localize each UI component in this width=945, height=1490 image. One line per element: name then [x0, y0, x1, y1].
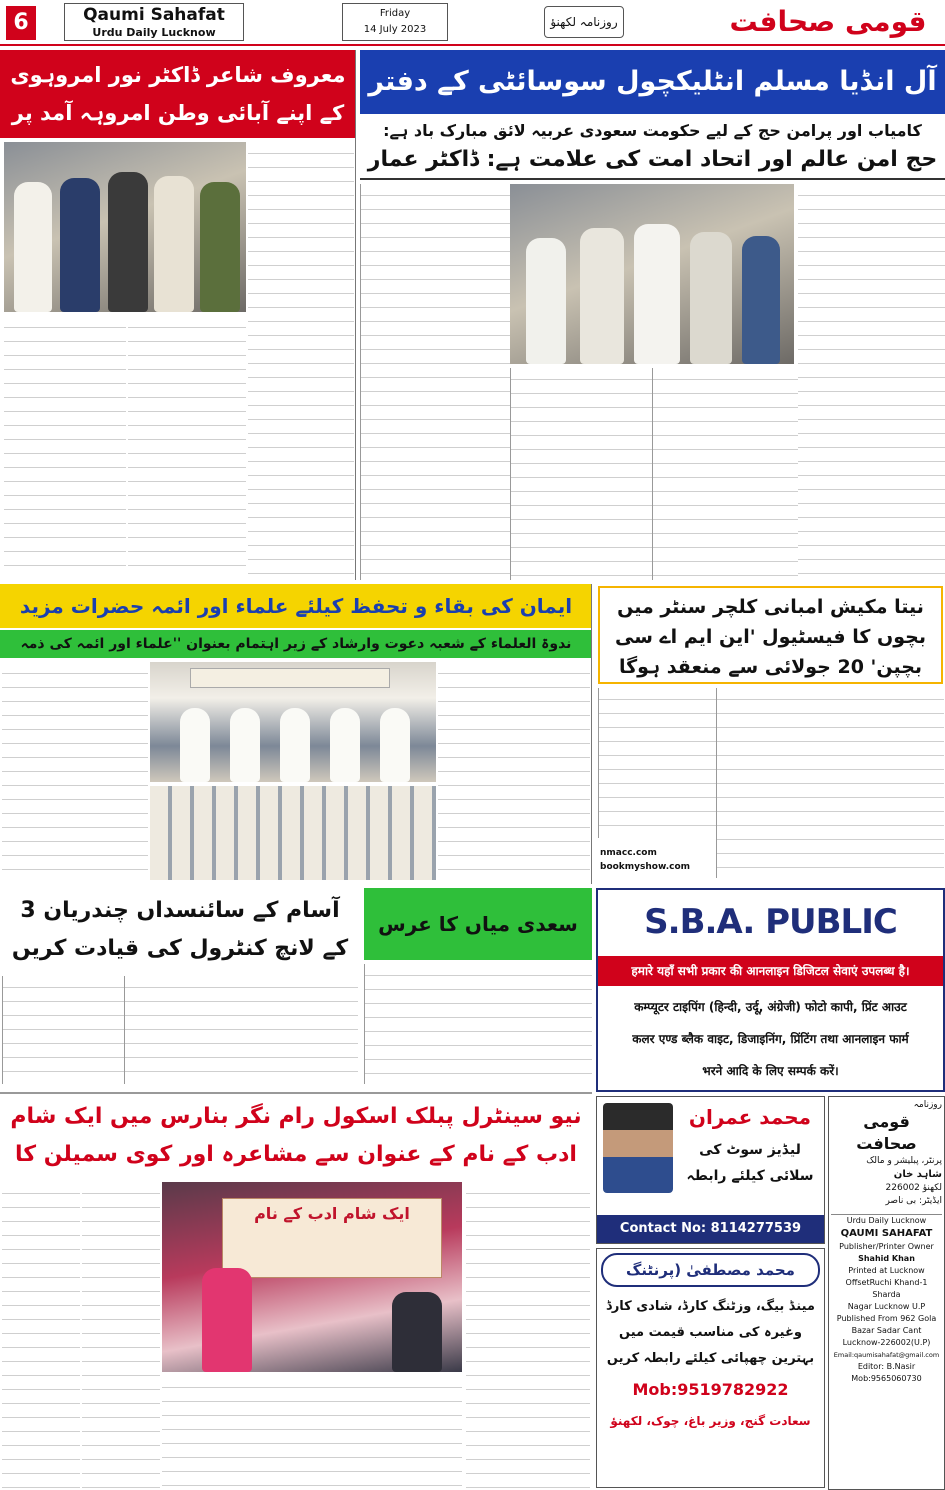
imprint-ur-badge: روزنامہ	[913, 1100, 942, 1110]
festival-body-col-2	[716, 688, 832, 878]
ad-imran-avatar	[603, 1103, 673, 1193]
story-chandrayaan	[0, 888, 360, 1088]
banaras-body-col-1	[466, 1182, 590, 1488]
masthead	[0, 0, 945, 46]
festival-link-nmacc[interactable]: nmacc.com	[600, 848, 657, 858]
ad-mustafa-line1: مینڈ بیگ، وزٹنگ کارڈ، شادی کارڈ	[606, 1299, 815, 1314]
ad-mustafa-line2: وغیرہ کی مناسب قیمت میں	[619, 1325, 802, 1340]
imprint-ur-line: شاہد خان	[893, 1169, 942, 1180]
story-urs	[364, 888, 592, 1088]
person-figure	[280, 708, 310, 782]
story-hajj-subhead-2: حج امن عالم اور اتحاد امت کی علامت ہے: ڈاکٹر عمار	[367, 147, 938, 172]
hajj-body-col-3	[510, 368, 652, 580]
imprint-en-line: Lucknow-226002(U.P)	[842, 1338, 931, 1347]
masthead-day: Friday	[379, 8, 411, 19]
banaras-event-photo	[162, 1182, 462, 1372]
ad-mustafa-line3: بہترین چھپائی کیلئے رابطہ کریں	[606, 1351, 815, 1366]
event-banner-text: ایک شام ادب کے نام	[254, 1204, 410, 1223]
ad-sba-line1: कम्प्यूटर टाइपिंग (हिन्दी, उर्दू, अंग्रेजी) फोटो कापी, प्रिंट आउट	[634, 1000, 907, 1014]
person-figure	[526, 238, 566, 364]
story-banaras	[0, 1092, 592, 1490]
person-figure	[202, 1268, 252, 1372]
story-hajj-subhead-1: کامیاب اور پرامن حج کے لیے حکومت سعودی عربیہ لائق مبارک باد ہے:	[383, 121, 922, 140]
nadwa-stage-photo	[150, 662, 436, 782]
amroha-body-col-2	[128, 316, 246, 576]
festival-body-col-3	[598, 688, 716, 838]
amroha-body-col-1	[248, 142, 354, 576]
imprint-ur-line: پرنٹر، پبلیشر و مالک	[866, 1156, 942, 1166]
nadwa-body-col-2	[2, 662, 148, 880]
person-figure	[330, 708, 360, 782]
imprint-en-badge: Urdu Daily Lucknow	[831, 1214, 942, 1227]
person-figure	[380, 708, 410, 782]
masthead-date-box	[342, 3, 448, 41]
chandrayaan-body-col-2	[124, 976, 244, 1084]
imprint-en-line: Publisher/Printer Owner	[839, 1242, 934, 1251]
person-figure	[230, 708, 260, 782]
story-amroha	[0, 50, 356, 580]
person-figure	[154, 176, 194, 312]
imprint-en-line: Nagar Lucknow U.P	[847, 1302, 926, 1311]
chandrayaan-body-col-3	[2, 976, 124, 1084]
imprint-ur-line: لکھنؤ 226002	[885, 1183, 942, 1193]
imprint-en-title: QAUMI SAHAFAT	[840, 1228, 933, 1239]
story-banaras-headline: نیو سینٹرل پبلک اسکول رام نگر بنارس میں ایک شام ادب کے نام کے عنوان سے مشاعرہ اور کوی سمیلن کا	[10, 1104, 582, 1167]
person-figure	[108, 172, 148, 312]
imprint-en-line: Editor: B.Nasir	[857, 1362, 916, 1371]
imprint-box	[828, 1096, 945, 1490]
person-figure	[14, 182, 52, 312]
story-nadwa-subhead: ندوۃ العلماء کے شعبہ دعوت وارشاد کے زیر اہتمام بعنوان ''علماء اور ائمہ کی ذمہ	[0, 630, 592, 658]
imprint-en-line: Shahid Khan	[858, 1254, 915, 1263]
urs-body-col-2	[364, 964, 480, 1084]
person-figure	[392, 1292, 442, 1372]
person-figure	[200, 182, 240, 312]
imprint-en-line: Printed at Lucknow	[848, 1266, 925, 1275]
story-hajj	[360, 50, 945, 580]
ad-sba-tagline: हमारे यहाँ सभी प्रकार की आनलाइन डिजिटल सेवाएं उपलब्ध है।	[598, 956, 943, 986]
amroha-body-col-3	[4, 316, 126, 576]
nadwa-audience-photo	[150, 786, 436, 880]
masthead-title-en: Qaumi Sahafat	[83, 5, 225, 25]
ad-sba-line3: भरने आदि के लिए सम्पर्क करें।	[702, 1064, 839, 1078]
masthead-date: 14 July 2023	[363, 24, 427, 35]
stage-banner	[190, 668, 390, 688]
story-hajj-headline: آل انڈیا مسلم انٹلیکچول سوسائٹی کے دفتر	[360, 50, 945, 114]
hajj-body-col-1	[798, 184, 945, 580]
ad-mustafa-address: سعادت گنج، وزیر باغ، چوک، لکھنؤ	[610, 1414, 811, 1428]
ad-imran-name: محمد عمران	[688, 1105, 812, 1129]
nadwa-body-col-1	[438, 662, 590, 880]
person-figure	[690, 232, 732, 364]
masthead-subtitle-en: Urdu Daily Lucknow	[92, 26, 216, 39]
festival-link-bookmyshow[interactable]: bookmyshow.com	[600, 862, 691, 872]
festival-body-col-1	[832, 688, 944, 878]
ad-imran	[596, 1096, 825, 1244]
story-festival-headline: نیتا مکیش امبانی کلچر سنٹر میں بچوں کا فیسٹیول 'این ایم اے سی بچپن' 20 جولائی سے منعقد ہوگا	[598, 586, 943, 684]
story-festival	[596, 584, 945, 884]
person-figure	[742, 236, 780, 364]
ad-mustafa-press	[596, 1248, 825, 1488]
masthead-title-box	[64, 3, 244, 41]
ad-imran-line2: سلائی کیلئے رابطہ	[686, 1168, 814, 1184]
imprint-en-line: Bazar Sadar Cant	[851, 1326, 922, 1335]
imprint-en-line: Published From 962 Gola	[836, 1314, 937, 1323]
urs-body-col-1	[480, 964, 592, 1084]
ad-imran-line1: لیڈیز سوٹ کی	[699, 1142, 801, 1158]
amroha-award-photo	[4, 142, 246, 312]
ad-sba-public-centre	[596, 888, 945, 1092]
hajj-meeting-photo	[510, 184, 794, 364]
banaras-body-col-2	[162, 1376, 462, 1488]
story-nadwa-headline: ایمان کی بقاء و تحفظ کیلئے علماء اور ائمہ حضرات مزید	[0, 584, 592, 628]
ad-imran-contact: Contact No: 8114277539	[597, 1215, 824, 1243]
person-figure	[634, 224, 680, 364]
imprint-en-line: Mob:9565060730	[851, 1374, 922, 1383]
imprint-ur-title: قومی صحافت	[856, 1112, 917, 1153]
page-number: 6	[6, 6, 36, 40]
ad-mustafa-title: محمد مصطفیٰ (پرنٹنگ	[601, 1253, 820, 1287]
banaras-body-col-4	[2, 1182, 80, 1488]
story-nadwa	[0, 584, 592, 884]
ad-mustafa-mobile: Mob:9519782922	[632, 1380, 789, 1399]
ad-sba-title: S.B.A. PUBLIC	[644, 902, 897, 942]
person-figure	[180, 708, 210, 782]
imprint-en-line: Email:qaumisahafat@gmail.com	[833, 1351, 940, 1359]
person-figure	[60, 178, 100, 312]
imprint-en-line: OffsetRuchi Khand-1 Sharda	[845, 1278, 928, 1299]
imprint-ur-line: ایڈیٹر: بی ناصر	[885, 1196, 942, 1206]
hajj-rule	[360, 178, 945, 180]
hajj-body-col-4	[360, 184, 510, 580]
ad-sba-line2: कलर एण्ड ब्लैक वाइट, डिजाइनिंग, प्रिंटिंग तथा आनलाइन फार्म	[632, 1032, 909, 1046]
person-figure	[580, 228, 624, 364]
masthead-badge: روزنامہ لکھنؤ	[544, 6, 624, 38]
hajj-body-col-2	[652, 368, 798, 580]
event-banner	[222, 1198, 442, 1278]
chandrayaan-body-col-1	[244, 976, 358, 1084]
story-urs-headline: سعدی میاں کا عرس	[364, 888, 592, 960]
story-chandrayaan-headline: آسام کے سائنسداں چندریان 3 کے لانچ کنٹرول کی قیادت کریں	[11, 898, 349, 961]
story-amroha-headline: معروف شاعر ڈاکٹر نور امروہوی کے اپنے آبائی وطن امروہہ آمد پر	[0, 50, 356, 138]
masthead-title-ur: قومی صحافت	[729, 5, 927, 38]
banaras-body-col-3	[82, 1182, 160, 1488]
